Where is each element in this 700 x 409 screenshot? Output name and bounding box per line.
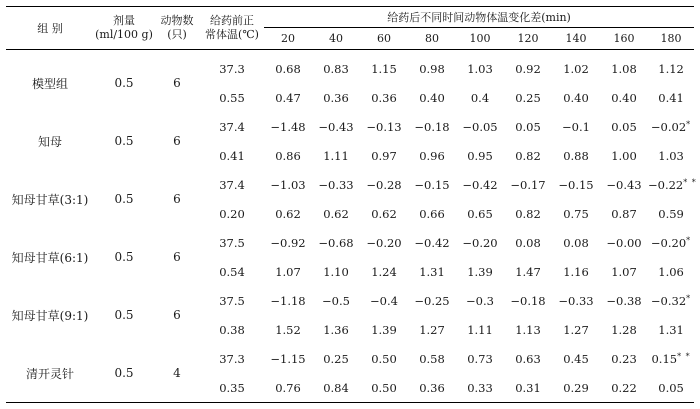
- dose-value: 0.5: [114, 76, 134, 90]
- temp-diff-mean: −0.28: [366, 177, 402, 192]
- temp-diff-mean-value: −0.22: [648, 177, 684, 192]
- temp-diff-sd: 0.95: [467, 148, 493, 163]
- temp-diff-mean: −0.00: [606, 235, 642, 250]
- temp-diff-mean: 1.02: [563, 61, 589, 76]
- pre-temp-mean: 37.4: [219, 119, 245, 134]
- animal-count: 6: [173, 192, 181, 206]
- temp-diff-sd: 1.52: [275, 322, 301, 337]
- header-time-100: 100: [456, 28, 504, 50]
- group-name: 知母甘草(3:1): [11, 192, 89, 207]
- temp-diff-mean: −0.5: [322, 293, 350, 308]
- temp-diff-sd: 0.40: [563, 90, 589, 105]
- temp-diff-sd: 0.97: [371, 148, 397, 163]
- temp-diff-mean-value: −0.02: [650, 119, 687, 134]
- temp-diff-sd: 1.39: [467, 264, 493, 279]
- animal-count: 4: [154, 344, 200, 403]
- temp-diff-mean: −0.18: [510, 293, 546, 308]
- temp-diff-mean: [648, 344, 694, 373]
- temp-diff-mean: −0.68: [318, 235, 354, 250]
- temp-diff-mean: −0.43: [318, 119, 354, 134]
- temp-diff-mean: −0.1: [562, 119, 590, 134]
- header-diff-span: 给药后不同时间动物体温变化差(min): [264, 7, 694, 28]
- temp-diff-sd: 0.62: [323, 206, 349, 221]
- temp-diff-mean: 0.08: [515, 235, 541, 250]
- pre-temp-sd: 0.20: [219, 206, 245, 221]
- temp-diff-mean: 1.08: [611, 61, 637, 76]
- temp-diff-mean: −0.15: [414, 177, 450, 192]
- temp-diff-mean: 1.03: [467, 61, 493, 76]
- temp-diff-sd: 1.10: [323, 264, 349, 279]
- temp-diff-mean: 0.05: [611, 119, 637, 134]
- temp-diff-mean: −0.33: [558, 293, 594, 308]
- temp-diff-sd: 0.75: [563, 206, 589, 221]
- temp-diff-mean: −0.13: [366, 119, 402, 134]
- temp-diff-mean: 0.83: [323, 61, 349, 76]
- significance-mark: *: [686, 293, 692, 303]
- header-time-160: 160: [600, 28, 648, 50]
- dose-value: 0.5: [94, 344, 154, 403]
- pre-temp-sd: 0.41: [219, 148, 245, 163]
- table-row-mean: [6, 228, 694, 257]
- table-row-mean: [6, 286, 694, 315]
- temp-diff-mean: −0.43: [606, 177, 642, 192]
- pre-temp-mean: 37.3: [219, 61, 245, 76]
- temp-diff-sd: 1.07: [275, 264, 301, 279]
- header-pre-temp: 给药前正 常体温(℃): [200, 7, 264, 50]
- temp-diff-sd: 1.00: [611, 148, 637, 163]
- temp-diff-sd: 1.28: [611, 322, 637, 337]
- temp-diff-sd: 0.4: [470, 90, 490, 105]
- pre-temp-mean: 37.4: [219, 177, 245, 192]
- temp-diff-sd: 1.27: [419, 322, 445, 337]
- temp-diff-mean: 1.15: [371, 61, 397, 76]
- temp-diff-sd: 1.03: [658, 148, 684, 163]
- temp-diff-sd: 1.13: [515, 322, 541, 337]
- temp-diff-sd: 1.31: [658, 322, 684, 337]
- temp-diff-sd: 0.84: [312, 373, 360, 403]
- temp-diff-sd: 0.36: [408, 373, 456, 403]
- dose-value: 0.5: [114, 250, 134, 264]
- dose-value: 0.5: [114, 308, 134, 322]
- temp-diff-mean: 0.08: [563, 235, 589, 250]
- dose-value: 0.5: [114, 192, 134, 206]
- temp-diff-sd: 0.65: [467, 206, 493, 221]
- temp-diff-sd: 0.96: [419, 148, 445, 163]
- temp-diff-sd: 1.16: [563, 264, 589, 279]
- temp-diff-mean: [648, 50, 694, 84]
- group-name: 知母甘草(9:1): [11, 308, 89, 323]
- significance-mark: * *: [677, 351, 691, 361]
- temp-diff-sd: 1.11: [467, 322, 493, 337]
- temp-diff-mean-value: −0.20: [650, 235, 687, 250]
- pre-temp-mean: 37.3: [219, 351, 245, 366]
- temp-diff-mean: [648, 228, 694, 257]
- table-row-mean: [6, 344, 694, 373]
- temp-diff-sd: 0.82: [515, 148, 541, 163]
- animal-count: 6: [173, 134, 181, 148]
- pre-temp-sd: 0.54: [219, 264, 245, 279]
- temp-diff-sd: 1.06: [658, 264, 684, 279]
- animal-count: 6: [173, 250, 181, 264]
- temp-diff-sd: 0.31: [504, 373, 552, 403]
- temp-diff-mean: −0.92: [270, 235, 306, 250]
- animal-count: 6: [173, 76, 181, 90]
- temp-diff-mean: −1.15: [270, 351, 306, 366]
- temp-diff-mean: −0.33: [318, 177, 354, 192]
- pre-temp-sd: 0.35: [200, 373, 264, 403]
- temp-diff-mean: −0.38: [606, 293, 642, 308]
- pre-temp-mean: 37.5: [219, 293, 245, 308]
- temp-diff-sd: 1.39: [371, 322, 397, 337]
- header-count: 动物数 (只): [154, 7, 200, 50]
- header-time-60: 60: [360, 28, 408, 50]
- group-name: 清开灵针: [6, 344, 94, 403]
- temp-diff-mean: −0.15: [558, 177, 594, 192]
- temp-diff-sd: 0.40: [419, 90, 445, 105]
- temp-diff-mean: 0.23: [611, 351, 637, 366]
- temp-diff-mean: −0.25: [414, 293, 450, 308]
- temp-diff-sd: 0.29: [552, 373, 600, 403]
- temp-diff-mean: 0.50: [371, 351, 397, 366]
- header-dose: 剂量 (ml/100 g): [94, 7, 154, 50]
- temp-diff-mean-value: −0.32: [650, 293, 687, 308]
- temp-diff-sd: 0.25: [515, 90, 541, 105]
- temp-diff-sd: 0.40: [611, 90, 637, 105]
- temp-diff-sd: 0.87: [611, 206, 637, 221]
- temp-diff-mean: −0.42: [462, 177, 498, 192]
- pre-temp-sd: 0.38: [219, 322, 245, 337]
- header-time-20: 20: [264, 28, 312, 50]
- temp-diff-mean: −1.03: [270, 177, 306, 192]
- table-row-mean: [6, 112, 694, 141]
- temp-diff-sd: 1.47: [515, 264, 541, 279]
- temp-diff-mean: 0.63: [515, 351, 541, 366]
- temp-diff-sd: 0.62: [275, 206, 301, 221]
- temp-diff-mean: 0.73: [467, 351, 493, 366]
- temp-diff-sd: 0.59: [658, 206, 684, 221]
- temp-diff-sd: 0.05: [648, 373, 694, 403]
- temp-diff-mean: −0.42: [414, 235, 450, 250]
- temp-diff-mean: −1.48: [270, 119, 306, 134]
- group-name: 知母甘草(6:1): [11, 250, 89, 265]
- significance-mark: *: [686, 235, 692, 245]
- temp-diff-sd: 1.31: [419, 264, 445, 279]
- temp-diff-sd: 0.76: [264, 373, 312, 403]
- dose-value: 0.5: [114, 134, 134, 148]
- temp-diff-mean: −0.05: [462, 119, 498, 134]
- temp-diff-sd: 0.36: [371, 90, 397, 105]
- temp-diff-mean: 0.45: [563, 351, 589, 366]
- temp-diff-mean: 0.58: [419, 351, 445, 366]
- header-time-180: 180: [648, 28, 694, 50]
- temp-diff-mean: −0.20: [366, 235, 402, 250]
- pre-temp-sd: 0.55: [219, 90, 245, 105]
- temp-diff-sd: 0.86: [275, 148, 301, 163]
- temp-diff-mean-value: 1.12: [658, 61, 684, 76]
- temperature-table: [6, 6, 697, 403]
- temp-diff-mean: −0.3: [466, 293, 494, 308]
- temp-diff-sd: 0.47: [275, 90, 301, 105]
- temp-diff-mean: −0.17: [510, 177, 546, 192]
- temp-diff-sd: 1.36: [323, 322, 349, 337]
- header-time-140: 140: [552, 28, 600, 50]
- header-time-120: 120: [504, 28, 552, 50]
- temp-diff-sd: 0.36: [323, 90, 349, 105]
- temp-diff-sd: 1.24: [371, 264, 397, 279]
- temp-diff-sd: 0.62: [371, 206, 397, 221]
- significance-mark: * *: [683, 177, 697, 187]
- significance-mark: *: [686, 119, 692, 129]
- temp-diff-mean: 0.68: [275, 61, 301, 76]
- temp-diff-sd: 0.66: [419, 206, 445, 221]
- temp-diff-mean-value: 0.15: [651, 351, 678, 366]
- group-name: 知母: [37, 134, 62, 149]
- temp-diff-mean: 0.05: [515, 119, 541, 134]
- temp-diff-mean: 0.92: [515, 61, 541, 76]
- temp-diff-sd: 1.27: [563, 322, 589, 337]
- temp-diff-mean: [648, 286, 694, 315]
- header-time-40: 40: [312, 28, 360, 50]
- temp-diff-mean: −0.4: [370, 293, 398, 308]
- pre-temp-mean: 37.5: [219, 235, 245, 250]
- table-row-mean: [6, 170, 694, 199]
- temp-diff-sd: 0.50: [360, 373, 408, 403]
- temp-diff-mean: 0.98: [419, 61, 445, 76]
- temp-diff-mean: −1.18: [270, 293, 306, 308]
- temp-diff-mean: [648, 112, 694, 141]
- temp-diff-mean: −0.18: [414, 119, 450, 134]
- temp-diff-mean: [648, 170, 697, 199]
- table-row-mean: [6, 50, 694, 84]
- header-time-80: 80: [408, 28, 456, 50]
- group-name: 模型组: [31, 76, 68, 91]
- temp-diff-sd: 0.22: [600, 373, 648, 403]
- header-group: 组 别: [6, 7, 94, 50]
- temp-diff-mean: −0.20: [462, 235, 498, 250]
- animal-count: 6: [173, 308, 181, 322]
- temp-diff-sd: 0.33: [456, 373, 504, 403]
- temp-diff-sd: 0.88: [563, 148, 589, 163]
- temp-diff-sd: 0.82: [515, 206, 541, 221]
- temp-diff-sd: 1.11: [323, 148, 349, 163]
- temp-diff-sd: 0.41: [658, 90, 684, 105]
- temp-diff-sd: 1.07: [611, 264, 637, 279]
- temp-diff-mean: 0.25: [323, 351, 349, 366]
